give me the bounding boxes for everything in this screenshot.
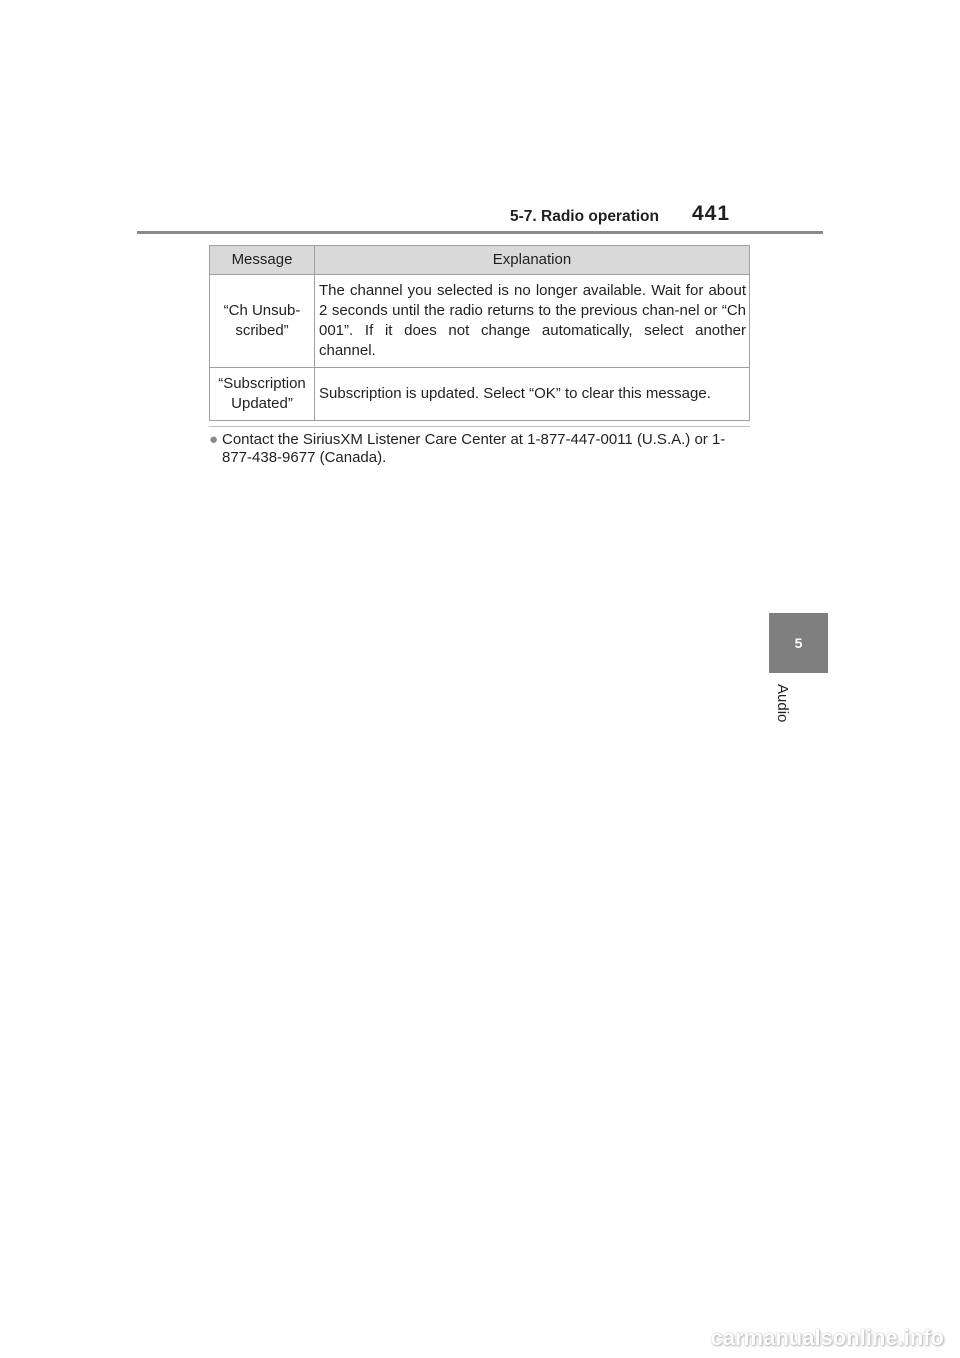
message-table — [209, 245, 750, 421]
bullet-icon: ● — [209, 431, 219, 448]
watermark: carmanualsonline.info — [710, 1325, 944, 1350]
column-header-explanation: Explanation — [315, 246, 750, 275]
chapter-label: Audio — [774, 684, 791, 723]
table-header-row — [210, 246, 750, 275]
message-cell: “Ch Unsub-scribed” — [210, 275, 315, 368]
table-row — [210, 368, 750, 421]
note-text: Contact the SiriusXM Listener Care Center at 1-877-447-0011 (U.S.A.) or 1-877-438-9677 (Canada). — [222, 431, 726, 466]
table-row — [210, 275, 750, 368]
note-block — [209, 426, 750, 467]
column-header-message: Message — [210, 246, 315, 275]
header-divider — [137, 231, 823, 234]
page-header — [0, 0, 960, 240]
page-number: 441 — [692, 202, 731, 225]
chapter-tab — [769, 613, 828, 673]
message-cell: “Subscription Updated” — [210, 368, 315, 421]
explanation-cell: The channel you selected is no longer available. Wait for about 2 seconds until the radio returns to the previous chan-nel or “Ch 001”. If it does not change automatically, select another channel. — [315, 275, 750, 368]
chapter-number: 5 — [794, 635, 803, 651]
explanation-cell: Subscription is updated. Select “OK” to clear this message. — [315, 368, 750, 421]
section-title: 5-7. Radio operation — [510, 208, 659, 225]
